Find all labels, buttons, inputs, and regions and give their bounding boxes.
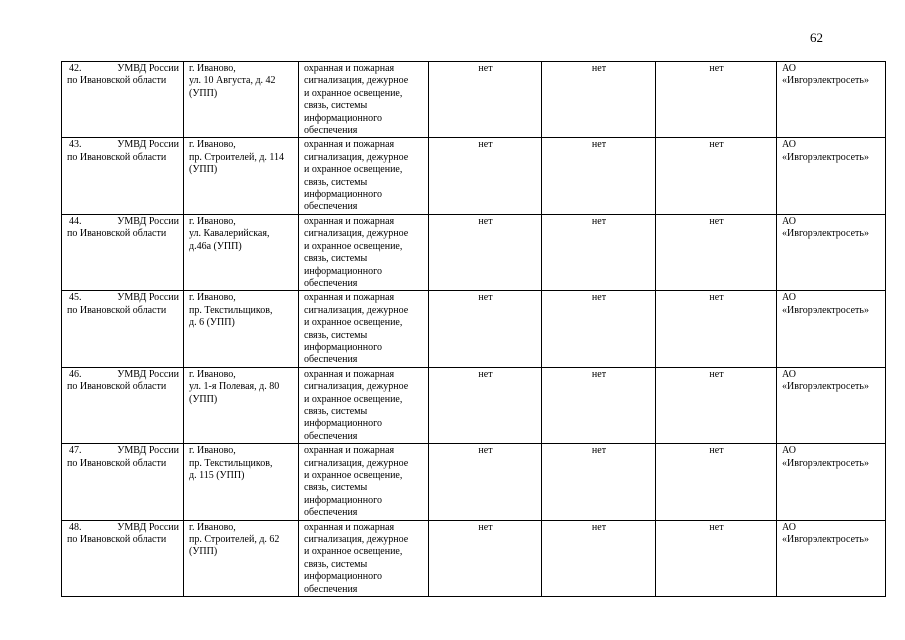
org-name-line2: по Ивановской области	[67, 381, 167, 393]
address-line: (УПП)	[189, 393, 218, 405]
systems-line: связь, системы	[304, 558, 368, 570]
systems-line: охранная и пожарная	[304, 63, 395, 74]
systems-line: информационного	[304, 265, 382, 277]
org-name-line1: УМВД России	[117, 521, 179, 533]
executor-line1: АО	[782, 368, 796, 380]
org-name-line1: УМВД России	[117, 139, 179, 151]
org-cell	[62, 138, 184, 214]
status-value: нет	[478, 215, 493, 227]
address-line: ул. 1-я Полевая, д. 80	[189, 381, 280, 393]
org-cell	[62, 444, 184, 520]
status-cell	[542, 444, 656, 520]
status-cell	[542, 520, 656, 596]
org-cell	[62, 291, 184, 367]
status-cell	[542, 291, 656, 367]
systems-line: информационного	[304, 418, 382, 430]
status-value: нет	[591, 139, 607, 151]
executor-line1: АО	[782, 139, 796, 151]
address-line: (УПП)	[189, 164, 218, 176]
systems-line: и охранное освещение,	[304, 393, 403, 405]
org-cell-head	[67, 369, 179, 381]
row-number: 43.	[69, 139, 82, 151]
systems-line: сигнализация, дежурное	[304, 75, 409, 87]
address-line: пр. Текстильщиков,	[189, 304, 273, 316]
address-line: д.46а (УПП)	[189, 240, 242, 252]
systems-cell	[299, 214, 429, 290]
systems-line: и охранное освещение,	[304, 164, 403, 176]
status-value: нет	[478, 139, 493, 151]
status-value: нет	[709, 445, 724, 457]
executor-line2: «Ивгорэлектросеть»	[782, 304, 869, 316]
table-row	[62, 214, 886, 290]
status-cell	[656, 367, 777, 443]
status-cell	[429, 62, 542, 138]
org-cell-head	[67, 139, 179, 151]
address-line: пр. Строителей, д. 62	[189, 534, 280, 546]
org-cell-head	[67, 63, 179, 75]
page-number: 62	[810, 30, 823, 45]
status-value: нет	[709, 368, 724, 380]
status-value: нет	[478, 445, 493, 457]
address-line: пр. Текстильщиков,	[189, 457, 273, 469]
executor-line1: АО	[782, 292, 796, 304]
executor-line1: АО	[782, 445, 796, 457]
status-value: нет	[709, 292, 724, 304]
row-number: 44.	[69, 215, 82, 227]
systems-line: связь, системы	[304, 176, 368, 188]
status-value: нет	[591, 63, 607, 74]
status-value: нет	[591, 292, 607, 304]
systems-line: связь, системы	[304, 253, 368, 265]
address-cell	[184, 291, 299, 367]
executor-line2: «Ивгорэлектросеть»	[782, 75, 869, 87]
row-number: 48.	[69, 521, 82, 533]
address-line: д. 6 (УПП)	[189, 317, 235, 329]
systems-line: информационного	[304, 341, 382, 353]
systems-line: связь, системы	[304, 100, 368, 112]
address-line: (УПП)	[189, 87, 218, 99]
table-row	[62, 291, 886, 367]
systems-cell	[299, 520, 429, 596]
systems-line: охранная и пожарная	[304, 368, 395, 380]
systems-line: информационного	[304, 494, 382, 506]
systems-cell	[299, 62, 429, 138]
address-line: (УПП)	[189, 546, 218, 558]
status-cell	[656, 520, 777, 596]
status-value: нет	[709, 215, 724, 227]
executor-cell	[777, 444, 886, 520]
address-line: г. Иваново,	[189, 292, 236, 304]
systems-line: сигнализация, дежурное	[304, 228, 409, 240]
systems-line: и охранное освещение,	[304, 240, 403, 252]
systems-line: охранная и пожарная	[304, 445, 395, 457]
status-value: нет	[478, 63, 493, 74]
status-value: нет	[591, 215, 607, 227]
org-name-line2: по Ивановской области	[67, 534, 167, 546]
address-line: д. 115 (УПП)	[189, 470, 245, 481]
status-value: нет	[709, 63, 724, 74]
executor-cell	[777, 367, 886, 443]
status-cell	[656, 62, 777, 138]
systems-line: информационного	[304, 189, 382, 201]
status-value: нет	[709, 521, 724, 533]
org-name-line2: по Ивановской области	[67, 457, 167, 469]
systems-cell	[299, 444, 429, 520]
systems-line: связь, системы	[304, 329, 368, 341]
org-cell-head	[67, 216, 179, 228]
executor-cell	[777, 214, 886, 290]
table-body	[62, 62, 886, 597]
org-name-line1: УМВД России	[117, 63, 179, 74]
systems-line: обеспечения	[304, 430, 358, 442]
systems-line: сигнализация, дежурное	[304, 381, 409, 393]
table-row	[62, 138, 886, 214]
address-line: г. Иваново,	[189, 139, 236, 151]
org-cell	[62, 520, 184, 596]
address-cell	[184, 138, 299, 214]
status-cell	[542, 138, 656, 214]
org-cell	[62, 367, 184, 443]
org-cell	[62, 62, 184, 138]
status-value: нет	[591, 445, 607, 457]
systems-line: и охранное освещение,	[304, 87, 403, 99]
status-cell	[429, 520, 542, 596]
address-cell	[184, 62, 299, 138]
status-value: нет	[478, 521, 493, 533]
systems-line: и охранное освещение,	[304, 317, 403, 329]
table-row	[62, 520, 886, 596]
address-line: г. Иваново,	[189, 215, 236, 227]
executor-cell	[777, 520, 886, 596]
org-name-line1: УМВД России	[117, 368, 179, 380]
systems-line: сигнализация, дежурное	[304, 304, 409, 316]
address-cell	[184, 367, 299, 443]
status-cell	[542, 367, 656, 443]
status-cell	[542, 62, 656, 138]
table-row	[62, 62, 886, 138]
executor-cell	[777, 291, 886, 367]
row-number: 47.	[69, 445, 82, 457]
org-cell	[62, 214, 184, 290]
executor-line2: «Ивгорэлектросеть»	[782, 381, 869, 393]
status-cell	[656, 138, 777, 214]
address-line: г. Иваново,	[189, 63, 236, 74]
status-cell	[429, 291, 542, 367]
systems-cell	[299, 291, 429, 367]
executor-line2: «Ивгорэлектросеть»	[782, 534, 869, 546]
systems-line: обеспечения	[304, 354, 358, 366]
status-value: нет	[591, 521, 607, 533]
systems-line: связь, системы	[304, 405, 368, 417]
systems-line: связь, системы	[304, 482, 368, 494]
status-cell	[656, 444, 777, 520]
status-value: нет	[591, 368, 607, 380]
row-number: 45.	[69, 292, 82, 304]
org-cell-head	[67, 522, 179, 534]
systems-line: сигнализация, дежурное	[304, 534, 409, 546]
systems-line: и охранное освещение,	[304, 546, 403, 558]
status-cell	[542, 214, 656, 290]
status-value: нет	[478, 368, 493, 380]
executor-cell	[777, 62, 886, 138]
status-cell	[429, 367, 542, 443]
registry-table	[61, 61, 886, 597]
executor-line2: «Ивгорэлектросеть»	[782, 228, 869, 240]
systems-line: обеспечения	[304, 201, 358, 213]
status-cell	[656, 291, 777, 367]
systems-line: обеспечения	[304, 277, 358, 289]
systems-line: охранная и пожарная	[304, 215, 395, 227]
status-cell	[429, 214, 542, 290]
address-line: пр. Строителей, д. 114	[189, 151, 285, 163]
systems-line: информационного	[304, 112, 382, 124]
org-cell-head	[67, 292, 179, 304]
executor-line1: АО	[782, 63, 796, 74]
systems-line: охранная и пожарная	[304, 139, 395, 151]
systems-line: обеспечения	[304, 583, 358, 595]
org-name-line2: по Ивановской области	[67, 304, 167, 316]
executor-line1: АО	[782, 215, 796, 227]
row-number: 42.	[69, 63, 82, 74]
systems-line: информационного	[304, 571, 382, 583]
org-name-line2: по Ивановской области	[67, 151, 167, 163]
table-row	[62, 367, 886, 443]
address-cell	[184, 520, 299, 596]
table-row	[62, 444, 886, 520]
systems-line: обеспечения	[304, 125, 358, 137]
address-cell	[184, 444, 299, 520]
address-line: г. Иваново,	[189, 445, 236, 457]
address-cell	[184, 214, 299, 290]
status-value: нет	[709, 139, 724, 151]
address-line: г. Иваново,	[189, 368, 236, 380]
address-line: ул. 10 Августа, д. 42	[189, 75, 276, 87]
systems-line: охранная и пожарная	[304, 521, 395, 533]
systems-line: охранная и пожарная	[304, 292, 395, 304]
org-name-line2: по Ивановской области	[67, 228, 167, 240]
status-cell	[656, 214, 777, 290]
org-name-line1: УМВД России	[117, 292, 179, 304]
systems-cell	[299, 138, 429, 214]
systems-cell	[299, 367, 429, 443]
executor-line2: «Ивгорэлектросеть»	[782, 151, 869, 163]
org-name-line2: по Ивановской области	[67, 75, 167, 87]
status-value: нет	[478, 292, 493, 304]
status-cell	[429, 444, 542, 520]
systems-line: и охранное освещение,	[304, 470, 403, 481]
executor-cell	[777, 138, 886, 214]
address-line: г. Иваново,	[189, 521, 236, 533]
org-name-line1: УМВД России	[117, 215, 179, 227]
systems-line: сигнализация, дежурное	[304, 457, 409, 469]
status-cell	[429, 138, 542, 214]
systems-line: обеспечения	[304, 507, 358, 519]
org-name-line1: УМВД России	[117, 445, 179, 457]
org-cell-head	[67, 445, 179, 457]
systems-line: сигнализация, дежурное	[304, 151, 409, 163]
address-line: ул. Кавалерийская,	[189, 228, 270, 240]
row-number: 46.	[69, 368, 82, 380]
executor-line1: АО	[782, 521, 796, 533]
executor-line2: «Ивгорэлектросеть»	[782, 457, 869, 469]
